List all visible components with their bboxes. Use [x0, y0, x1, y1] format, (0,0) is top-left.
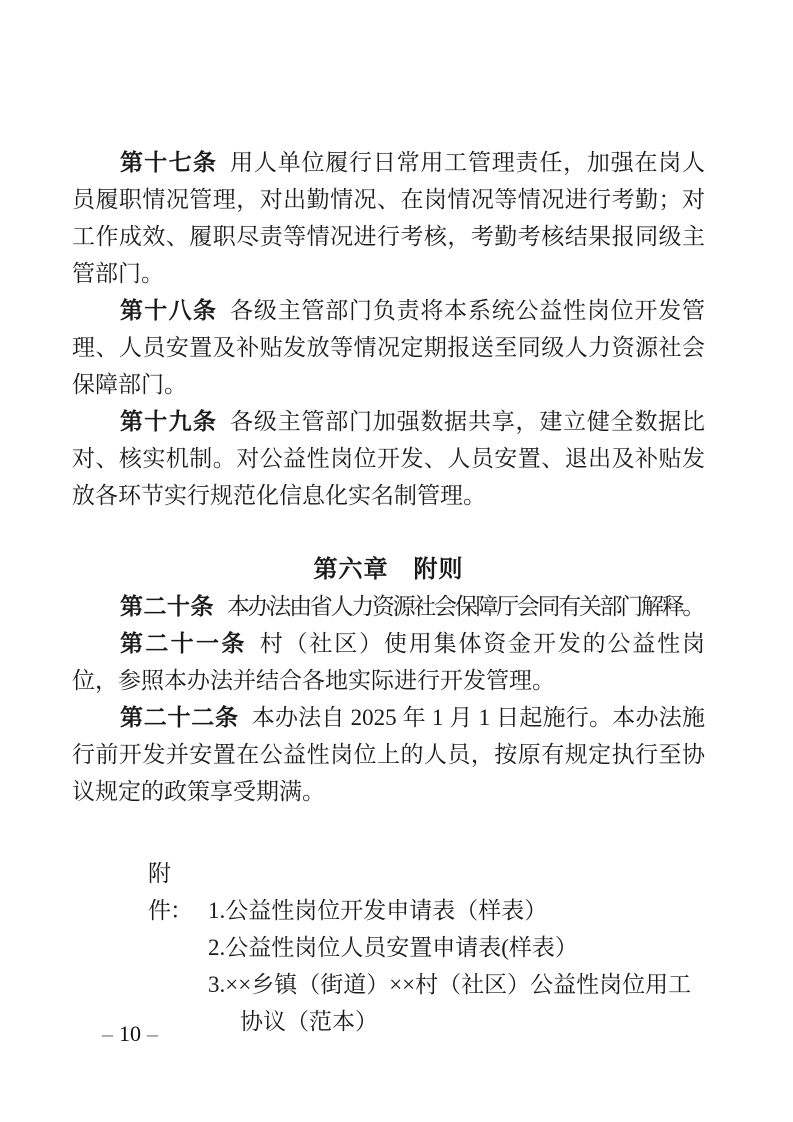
paragraph-article-18	[72, 292, 705, 403]
article-18-text: 各级主管部门负责将本系统公益性岗位开发管理、人员安置及补贴发放等情况定期报送至同级人力资源社会保障部门。	[72, 298, 706, 397]
attachment-item-3-row	[72, 966, 705, 1040]
paragraph-article-19	[72, 403, 705, 514]
article-21-term: 第二十一条	[120, 630, 247, 656]
paragraph-article-17	[72, 144, 705, 292]
article-20-text: 本办法由省人力资源社会保障厅会同有关部门解释。	[227, 594, 704, 619]
article-19-term: 第十九条	[120, 408, 218, 434]
attachment-item-3-line-2: 协议（范本）	[240, 1009, 378, 1034]
attachment-item-3-line-1: 3.××乡镇（街道）××村（社区）公益性岗位用工	[208, 972, 692, 997]
attachments-section	[72, 855, 705, 1040]
attachment-item-2: 2.公益性岗位人员安置申请表(样表）	[208, 935, 578, 960]
page-number-right-dash: –	[147, 1021, 158, 1046]
paragraph-article-22	[72, 699, 705, 810]
attachment-item-2-row	[72, 929, 705, 966]
article-19-text: 各级主管部门加强数据共享，建立健全数据比对、核实机制。对公益性岗位开发、人员安置、退出及补贴发放各环节实行规范化信息化实名制管理。	[72, 409, 706, 508]
article-22-term: 第二十二条	[120, 704, 239, 730]
article-17-text: 用人单位履行日常用工管理责任，加强在岗人员履职情况管理，对出勤情况、在岗情况等情况进行考勤；对工作成效、履职尽责等情况进行考核，考勤考核结果报同级主管部门。	[72, 150, 706, 286]
paragraph-article-20	[72, 588, 705, 625]
page-number-value: 10	[119, 1021, 141, 1046]
document-body	[72, 144, 705, 1040]
article-20-term: 第二十条	[120, 593, 214, 619]
attachment-item-1: 1.公益性岗位开发申请表（样表）	[208, 898, 548, 923]
attachments-label: 附件：	[148, 861, 192, 923]
page-number-left-dash: –	[102, 1021, 113, 1046]
article-18-term: 第十八条	[120, 297, 218, 323]
paragraph-article-21	[72, 625, 705, 699]
article-21-text: 村（社区）使用集体资金开发的公益性岗位，参照本办法并结合各地实际进行开发管理。	[72, 631, 706, 693]
page-number	[96, 1019, 164, 1049]
article-17-term: 第十七条	[120, 149, 218, 175]
chapter-heading: 第六章 附则	[313, 556, 464, 583]
article-22-text: 本办法自 2025 年 1 月 1 日起施行。本办法施行前开发并安置在公益性岗位上的人员，按原有规定执行至协议规定的政策享受期满。	[72, 705, 706, 804]
attachment-item-1-row	[72, 855, 705, 929]
